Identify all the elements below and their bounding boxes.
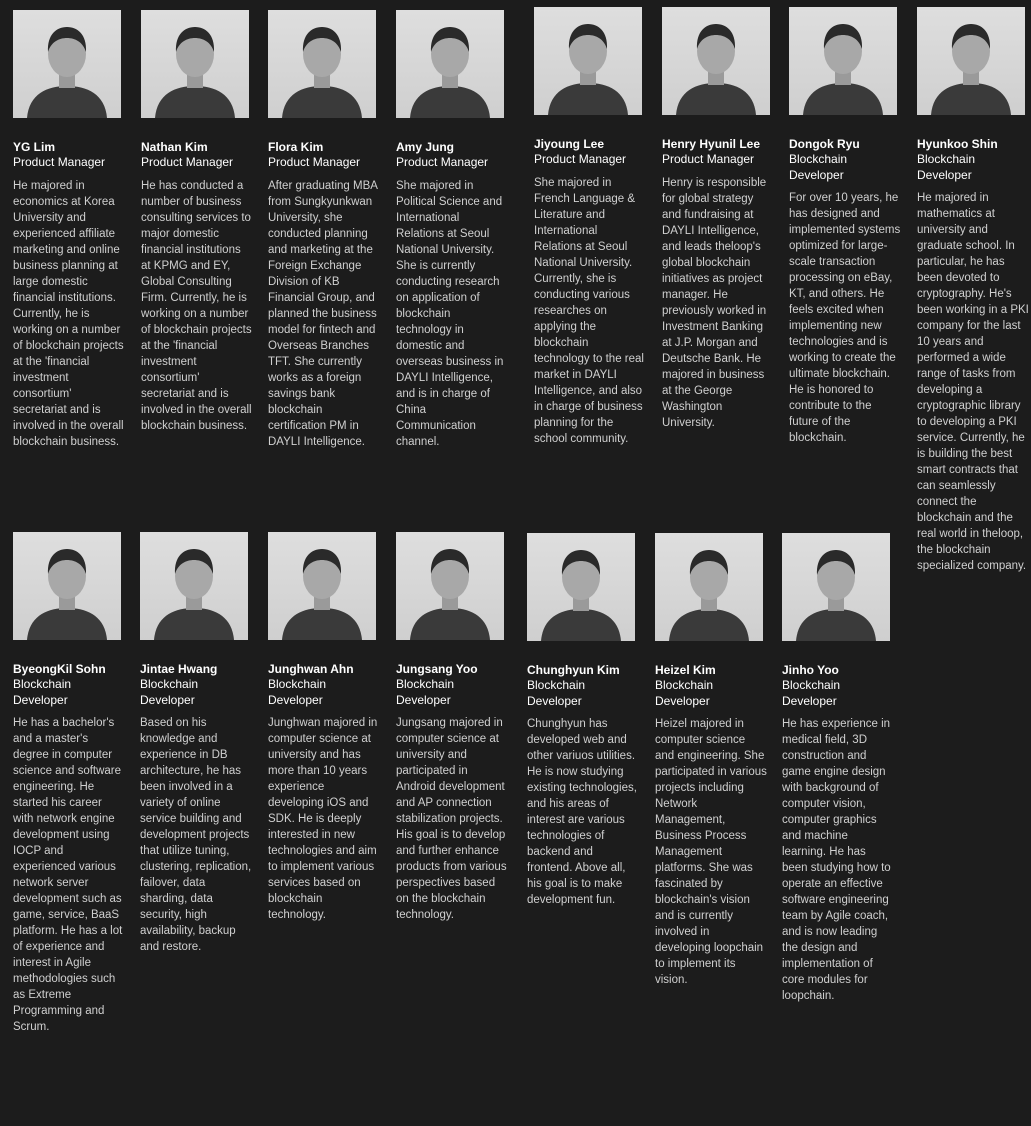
portrait-silhouette-icon [662, 7, 770, 115]
member-name: Jungsang Yoo [396, 662, 478, 676]
member-role: Product Manager [396, 155, 489, 169]
member-role-line2: Developer [140, 692, 195, 707]
team-card-dongok-ryu [789, 7, 901, 446]
portrait-silhouette-icon [13, 10, 121, 118]
portrait-silhouette-icon [534, 7, 642, 115]
profile-photo [140, 532, 248, 640]
team-card-chunghyun-kim [527, 533, 639, 908]
team-card-byeongkil-sohn [13, 532, 125, 1035]
member-name: ByeongKil Sohn [13, 662, 106, 676]
member-role: Blockchain [782, 678, 841, 692]
profile-photo [534, 7, 642, 115]
team-card-jinho-yoo [782, 533, 894, 1004]
profile-photo [396, 10, 504, 118]
member-name: Amy Jung [396, 140, 455, 154]
team-card-flora-kim [268, 10, 380, 450]
portrait-silhouette-icon [13, 532, 121, 640]
member-name: Dongok Ryu [789, 137, 860, 151]
member-bio: She majored in French Language & Literature and International Relations at Seoul National University. Currently, she is conducting various researches on applying the blockchain technology to the real market in DAYLI Intelligence, and also in charge of business planning for the school community. [534, 176, 644, 445]
member-name: Junghwan Ahn [268, 662, 354, 676]
profile-photo [782, 533, 890, 641]
member-bio: He majored in mathematics at university and graduate school. In particular, he has been devoted to cryptography. He's been working in a PKI company for the last 10 years and performed a wide range of tasks from developing a cryptographic library to developing a PKI service. Currently, he is building the best smart contracts that can seamlessly connect the blockchain and the real world in theloop, the blockchain specialized company. [917, 192, 1029, 572]
team-card-amy-jung [396, 10, 508, 450]
member-role-line2: Developer [268, 692, 323, 707]
profile-photo [13, 532, 121, 640]
portrait-silhouette-icon [268, 10, 376, 118]
portrait-silhouette-icon [917, 7, 1025, 115]
member-role: Product Manager [13, 155, 106, 169]
profile-photo [268, 10, 376, 118]
portrait-silhouette-icon [396, 10, 504, 118]
team-card-jiyoung-lee [534, 7, 646, 447]
portrait-silhouette-icon [141, 10, 249, 118]
member-bio: Chunghyun has developed web and other variuos utilities. He is now studying existing technologies, and his areas of interest are various technologies of backend and frontend. Above all, his goal is to make development fun. [527, 718, 637, 906]
member-bio: Junghwan majored in computer science at university and has more than 10 years experience developing iOS and SDK. He is deeply interested in new technologies and aim to implement various services based on blockchain technology. [268, 717, 378, 921]
team-card-henry-hyunil-lee [662, 7, 774, 431]
member-role-line2: Developer [655, 693, 710, 708]
profile-photo [527, 533, 635, 641]
member-role: Product Manager [662, 152, 755, 166]
profile-photo [662, 7, 770, 115]
member-bio: Jungsang majored in computer science at university and participated in Android development and AP connection stabilization projects. His goal is to develop and further enhance products from various perspectives based on the blockchain technology. [396, 717, 507, 921]
member-role: Product Manager [534, 152, 627, 166]
member-role: Blockchain [396, 677, 455, 691]
profile-photo [917, 7, 1025, 115]
member-role: Blockchain [527, 678, 586, 692]
portrait-silhouette-icon [527, 533, 635, 641]
member-bio: She majored in Political Science and International Relations at Seoul National University. She is currently conducting research on application of blockchain technology in domestic and overseas business in DAYLI Intelligence, and is in charge of China Communication channel. [396, 179, 504, 448]
team-card-yg-lim [13, 10, 125, 450]
profile-photo [655, 533, 763, 641]
member-role-line2: Developer [789, 167, 844, 182]
member-bio: Heizel majored in computer science and engineering. She participated in various projects including Network Management, Business Process Management platforms. She was fascinated by blockchain's vision and is currently involved in developing loopchain to implement its vision. [655, 718, 767, 986]
member-bio: For over 10 years, he has designed and implemented systems optimized for large-scale transaction processing on eBay, KT, and others. He feels excited when implementing new technologies and is working to create the ultimate blockchain. He is honored to contribute to the future of the blockchain. [789, 192, 901, 444]
profile-photo [13, 10, 121, 118]
member-bio: He has conducted a number of business consulting services to major domestic financial institutions at KPMG and EY, Global Consulting Firm. Currently, he is working on a number of blockchain projects at the 'financial investment consortium' secretariat and is involved in the overall blockchain business. [141, 179, 252, 432]
team-card-heizel-kim [655, 533, 767, 988]
member-bio: Henry is responsible for global strategy and fundraising at DAYLI Intelligence, and leads theloop's global blockchain initiatives as project manager. He previously worked in Investment Banking at J.P. Morgan and Deutsche Bank. He majored in business at the George Washington University. [662, 176, 767, 429]
member-role: Product Manager [268, 155, 361, 169]
profile-photo [396, 532, 504, 640]
member-role-line2: Developer [13, 692, 68, 707]
member-name: Flora Kim [268, 140, 324, 154]
team-card-nathan-kim [141, 10, 253, 434]
member-role-line2: Developer [396, 692, 451, 707]
profile-photo [789, 7, 897, 115]
member-bio: He has a bachelor's and a master's degree in computer science and software engineering. He started his career with network engine development using IOCP and experienced various network server development such as game, service, BaaS platform. He has a lot of experience and interest in Agile methodologies such as Extreme Programming and Scrum. [13, 717, 123, 1033]
member-role-line2: Developer [917, 167, 972, 182]
member-role: Product Manager [141, 155, 234, 169]
portrait-silhouette-icon [789, 7, 897, 115]
member-role: Blockchain [13, 677, 72, 691]
member-role: Blockchain [140, 677, 199, 691]
member-role-line2: Developer [782, 693, 837, 708]
team-card-junghwan-ahn [268, 532, 380, 923]
member-name: Henry Hyunil Lee [662, 137, 761, 151]
member-name: Jinho Yoo [782, 663, 839, 677]
team-card-hyunkoo-shin [917, 7, 1029, 574]
member-role: Blockchain [268, 677, 327, 691]
portrait-silhouette-icon [140, 532, 248, 640]
member-name: Nathan Kim [141, 140, 208, 154]
member-bio: He majored in economics at Korea University and experienced affiliate marketing and online business planning at large domestic financial institutions. Currently, he is working on a number of blockchain projects at the 'financial investment consortium' secretariat and is involved in the overall blockchain business. [13, 179, 124, 448]
member-name: Jintae Hwang [140, 662, 218, 676]
portrait-silhouette-icon [782, 533, 890, 641]
portrait-silhouette-icon [396, 532, 504, 640]
member-role: Blockchain [917, 152, 976, 166]
team-card-jungsang-yoo [396, 532, 508, 923]
profile-photo [141, 10, 249, 118]
member-bio: After graduating MBA from Sungkyunkwan University, she conducted planning and marketing at the Foreign Exchange Division of KB Financial Group, and planned the business model for fintech and Overseas Branches TFT. She currently works as a foreign savings bank blockchain certification PM in DAYLI Intelligence. [268, 179, 378, 448]
team-card-jintae-hwang [140, 532, 252, 955]
member-bio: He has experience in medical field, 3D construction and game engine design with background of computer vision, computer graphics and machine learning. He has been studying how to operate an effective software engineering team by Agile coach, and is now leading the design and implementation of core modules for loopchain. [782, 718, 891, 1002]
profile-photo [268, 532, 376, 640]
member-role: Blockchain [789, 152, 848, 166]
member-name: YG Lim [13, 140, 56, 154]
member-name: Jiyoung Lee [534, 137, 605, 151]
member-name: Hyunkoo Shin [917, 137, 998, 151]
member-role: Blockchain [655, 678, 714, 692]
member-bio: Based on his knowledge and experience in DB architecture, he has been involved in a variety of online service building and development projects that utilize tuning, clustering, replication, failover, data sharding, data security, high availability, backup and restore. [140, 717, 252, 953]
portrait-silhouette-icon [655, 533, 763, 641]
member-name: Chunghyun Kim [527, 663, 620, 677]
member-name: Heizel Kim [655, 663, 716, 677]
portrait-silhouette-icon [268, 532, 376, 640]
member-role-line2: Developer [527, 693, 582, 708]
